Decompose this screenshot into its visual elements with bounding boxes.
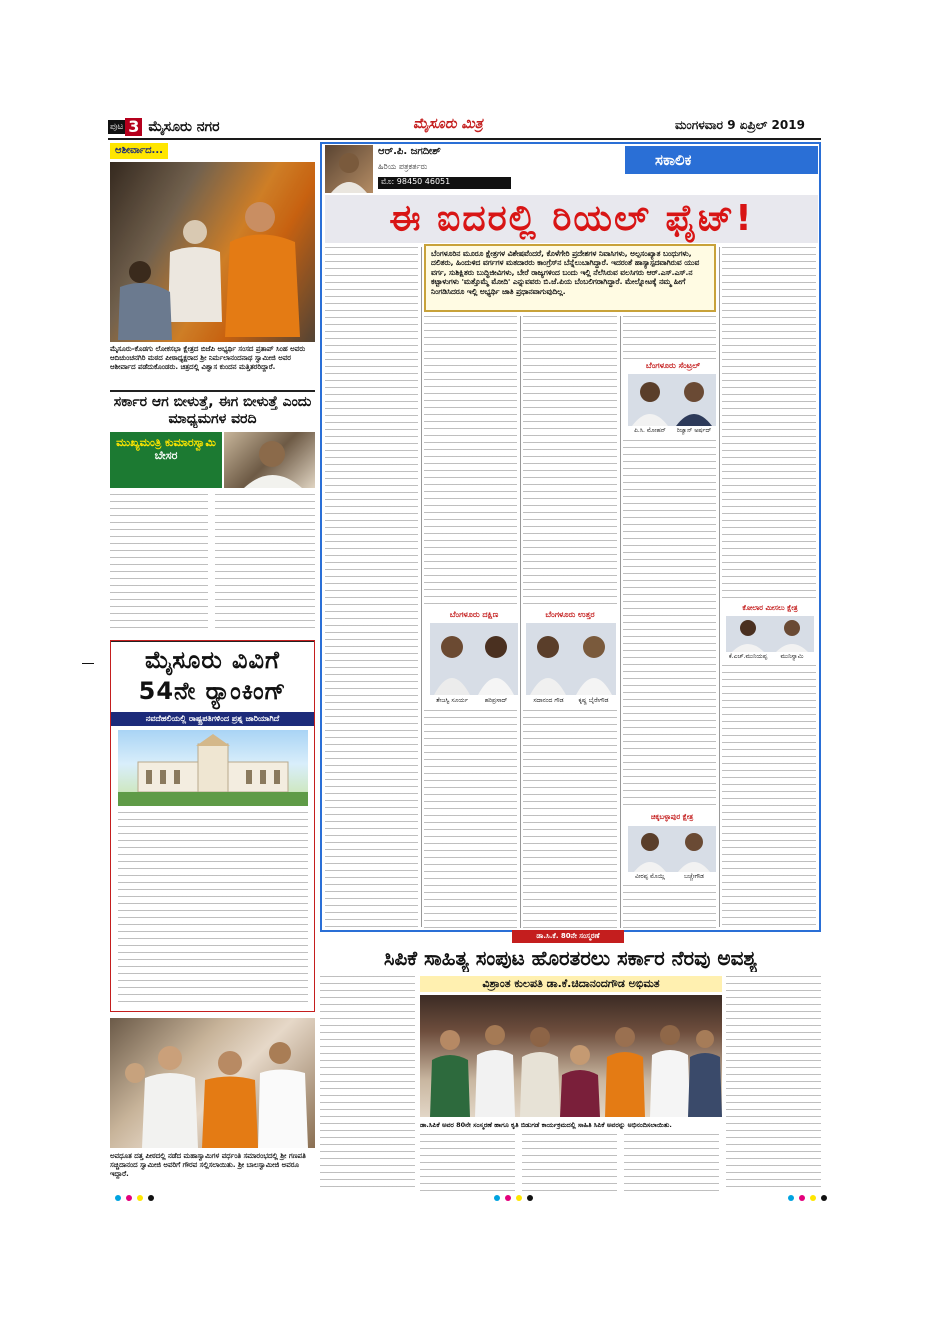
literature-photo-caption: ಡಾ.ಸಿಪಿಕೆ ಅವರ 80ನೇ ಸಂಸ್ಮರಣೆ ಹಾಗೂ ಕೃತಿ ಬಿಡುಗಡೆ ಕಾರ್ಯಕ್ರಮದಲ್ಲಿ ಸಾಹಿತಿ ಸಿಪಿಕೆ ಅವರನ್ನು ಅಭಿನಂದಿಸಲಾಯಿತು. <box>420 1121 672 1129</box>
central-name-2: ರಿಜ್ವಾನ್ ಅರ್ಷದ್ <box>676 427 712 434</box>
literature-body-col2 <box>420 1134 515 1191</box>
govt-rule <box>110 390 315 392</box>
literature-photo <box>420 995 722 1117</box>
main-body-col2a <box>424 316 517 606</box>
yellow-dot <box>516 1195 522 1201</box>
ranking-headline-2: 54ನೇ ರ್‍ಯಾಂಕಿಂಗ್ <box>138 677 287 705</box>
author-phone: ಮೊ: 98450 46051 <box>378 177 511 189</box>
ranking-body <box>118 812 308 1008</box>
main-body-col4a <box>623 316 716 360</box>
cm-label-box <box>110 432 222 488</box>
kolar-name-2: ಮುನಿಸ್ವಾಮಿ <box>780 653 804 660</box>
cm-sub: ಬೇಸರ <box>154 449 178 462</box>
literature-photo-art <box>420 995 722 1117</box>
print-color-marks-left <box>115 1195 154 1201</box>
col-rule-1 <box>421 247 422 927</box>
blessing-section-bar <box>110 143 315 159</box>
central-photos <box>628 374 716 426</box>
literature-tag: ಡಾ.ಸಿ.ಕೆ. 80ನೇ ಸಂಸ್ಮರಣೆ <box>512 930 624 943</box>
column-tag: ಸಕಾಲಿಕ <box>625 146 818 174</box>
intro-box: ಬೆಂಗಳೂರಿನ ಮೂರೂ ಕ್ಷೇತ್ರಗಳ ವಿಶೇಷವೆಂದರೆ, ಕೊಳೆಗೇರಿ ಪ್ರದೇಶಗಳ ನಿವಾಸಿಗಳು, ಅಲ್ಪಸಂಖ್ಯಾತ ಬಂಧುಗಳು, ದಲಿತರು, ಹಿಂದುಳಿದ ವರ್ಗಗಳ ಮತದಾರರು ಕಾಂಗ್ರೆಸ್‌ನ ಬೆನ್ನೆಲುಬಾಗಿದ್ದಾರೆ. ಇದರಂತೆ ಹಾಸ್ಯಾಸ್ಪದವಾಗಿರುವ ಯುವ ವರ್ಗ, ಸುಶಿಕ್ಷಿತರು ಬುದ್ಧಿಜೀವಿಗಳು, ಬೇರೆ ರಾಜ್ಯಗಳಿಂದ ಬಂದು ಇಲ್ಲಿ ನೆಲೆಸಿರುವ ವಲಸಿಗರು ಆರ್.ಎಸ್.ಎಸ್.ನ ಕಟ್ಟಾಳುಗಳು 'ಮತ್ತೊಮ್ಮೆ ಮೋದಿ' ಎನ್ನುವವರು ಬಿ.ಜೆ.ಪಿಯ ಬೆಂಬಲಿಗರಾಗಿದ್ದಾರೆ. ಮೇಲ್ನೋಟಕ್ಕೆ ನಮ್ಮ ಹೀಗೆ ನಿಂಗಡಿಸಿದರೂ ಇಲ್ಲಿ ಅಭ್ಯರ್ಥಿ ಜಾತಿ ಪ್ರಧಾನವಾಗುವುದಿಲ್ಲ. <box>424 244 716 312</box>
chikkaballapur-label: ಚಿಕ್ಕಬಳ್ಳಾಪುರ ಕ್ಷೇತ್ರ <box>650 813 694 821</box>
author-role: ಹಿರಿಯ ಪತ್ರಕರ್ತರು <box>378 162 428 171</box>
yellow-dot <box>137 1195 143 1201</box>
cm-photo-art <box>224 432 315 488</box>
yellow-dot <box>810 1195 816 1201</box>
main-body-col5a <box>722 247 816 602</box>
print-color-marks-right <box>788 1195 827 1201</box>
main-body-col5b <box>722 665 816 928</box>
ceremony-photo-art <box>110 1018 315 1148</box>
main-body-col1 <box>325 247 418 927</box>
blessing-photo-art <box>110 162 315 342</box>
crop-mark <box>82 663 94 664</box>
north-label: ಬೆಂಗಳೂರು ಉತ್ತರ <box>545 610 595 619</box>
north-name-1: ಸದಾನಂದ ಗೌಡ <box>533 697 564 704</box>
north-name-2: ಕೃಷ್ಣ ಬೈರೇಗೌಡ <box>578 697 609 704</box>
literature-body-col3 <box>522 1134 617 1191</box>
chikkaballapur-name-1: ವೀರಪ್ಪ ಮೊಯ್ಲಿ <box>634 873 666 880</box>
kolar-label: ಕೋಲಾರ ಮೀಸಲು ಕ್ಷೇತ್ರ <box>742 604 798 612</box>
kolar-photos-art <box>726 616 814 652</box>
main-body-col4b <box>623 440 716 810</box>
magenta-dot <box>505 1195 511 1201</box>
ranking-headline-1: ಮೈಸೂರು ವಿವಿಗೆ <box>145 646 280 674</box>
masthead: ಮೈಸೂರು ಮಿತ್ರ <box>413 116 483 132</box>
cm-photo <box>224 432 315 488</box>
south-photos-art <box>430 623 518 695</box>
govt-body-col2 <box>215 494 315 634</box>
literature-headline: ಸಿಪಿಕೆ ಸಾಹಿತ್ಯ ಸಂಪುಟ ಹೊರತರಲು ಸರ್ಕಾರ ನೆರವು ಅವಶ್ಯ <box>383 946 758 970</box>
author-name: ಆರ್.ಪಿ. ಜಗದೀಶ್ <box>378 146 441 157</box>
north-photos-art <box>526 623 616 695</box>
central-name-1: ಪಿ.ಸಿ. ಮೋಹನ್ <box>634 427 666 434</box>
chikkaballapur-photos <box>628 826 716 872</box>
print-color-marks-center <box>494 1195 533 1201</box>
main-headline: ಈ ಐದರಲ್ಲಿ ರಿಯಲ್ ಫೈಟ್! <box>389 198 754 239</box>
govt-headline: ಸರ್ಕಾರ ಆಗ ಬೀಳುತ್ತೆ, ಈಗ ಬೀಳುತ್ತೆ ಎಂದು ಮಾಧ್ಯಮಗಳ ವರದಿ <box>113 394 312 427</box>
south-label: ಬೆಂಗಳೂರು ದಕ್ಷಿಣ <box>449 610 499 619</box>
south-name-1: ತೇಜಸ್ವಿ ಸೂರ್ಯ <box>436 697 468 704</box>
ranking-rule <box>110 640 315 642</box>
main-body-col4c <box>623 885 716 928</box>
literature-subhead: ವಿಶ್ರಾಂತ ಕುಲಪತಿ ಡಾ.ಕೆ.ಚಿದಾನಂದಗೌಡ ಅಭಿಮತ <box>420 976 722 992</box>
south-name-2: ಹರಿಪ್ರಸಾದ್ <box>484 697 508 704</box>
central-photos-art <box>628 374 716 426</box>
black-dot <box>148 1195 154 1201</box>
black-dot <box>527 1195 533 1201</box>
university-photo <box>118 730 308 806</box>
issue-date: ಮಂಗಳವಾರ 9 ಏಪ್ರಿಲ್ 2019 <box>675 118 805 132</box>
ceremony-photo <box>110 1018 315 1148</box>
page-label: ಪುಟ <box>110 122 124 132</box>
magenta-dot <box>799 1195 805 1201</box>
literature-body-col1 <box>320 976 415 1191</box>
main-body-col3b <box>523 710 617 928</box>
magenta-dot <box>126 1195 132 1201</box>
ceremony-caption: ಅವಧೂತ ದತ್ತ ಪೀಠದಲ್ಲಿ ನಡೆದ ಮಹಾಸ್ವಾಮಿಗಳ ವರ್ಧಂತಿ ಸಮಾರಂಭದಲ್ಲಿ ಶ್ರೀ ಗಣಪತಿ ಸಚ್ಚಿದಾನಂದ ಸ್ವಾಮೀಜಿ ಅವರಿಗೆ ಗೌರವ ಸಲ್ಲಿಸಲಾಯಿತು. ಶ್ರೀ ಬಾಲಸ್ವಾಮೀಜಿ ಅವರೂ ಇದ್ದಾರೆ. <box>110 1152 306 1178</box>
header-rule <box>108 138 821 140</box>
ranking-subhead: ನವದೆಹಲಿಯಲ್ಲಿ ರಾಷ್ಟ್ರಪತಿಗಳಿಂದ ಪ್ರಶ್ನ ಜಾರಿಯಾಗಿದೆ <box>110 712 315 726</box>
literature-body-col4 <box>624 1134 719 1191</box>
cyan-dot <box>115 1195 121 1201</box>
main-body-col3a <box>523 316 617 606</box>
north-photos <box>526 623 616 695</box>
chikkaballapur-photos-art <box>628 826 716 872</box>
literature-body-col5 <box>726 976 821 1191</box>
col-rule-4 <box>719 247 720 927</box>
blessing-caption: ಮೈಸೂರು-ಕೊಡಗು ಲೋಕಸಭಾ ಕ್ಷೇತ್ರದ ಬಿಜೆಪಿ ಅಭ್ಯರ್ಥಿ ಸಂಸದ ಪ್ರತಾಪ್ ಸಿಂಹ ಅವರು ಆದಿಚುಂಚನಗಿರಿ ಮಠದ ಪೀಠಾಧ್ಯಕ್ಷರಾದ ಶ್ರೀ ನಿರ್ಮಲಾನಂದನಾಥ ಸ್ವಾಮೀಜಿ ಅವರ ಆಶೀರ್ವಾದ ಪಡೆದುಕೊಂಡರು. ಚಿತ್ರದಲ್ಲಿ ವಿಶ್ವಾಸ ಕುಂದನ ಮತ್ತಿತರರಿದ್ದಾರೆ. <box>110 345 306 371</box>
black-dot <box>821 1195 827 1201</box>
blessing-photo <box>110 162 315 342</box>
page-number-badge <box>108 118 220 136</box>
south-photos <box>430 623 518 695</box>
university-building-art <box>118 730 308 806</box>
kolar-photos <box>726 616 814 652</box>
main-body-col2b <box>424 710 517 928</box>
author-photo <box>325 145 373 193</box>
section-title: ಮೈಸೂರು ನಗರ <box>148 119 220 135</box>
col-rule-3 <box>620 316 621 928</box>
page-number: 3 <box>125 118 142 136</box>
cm-label: ಮುಖ್ಯಮಂತ್ರಿ ಕುಮಾರಸ್ವಾಮಿ <box>116 436 216 449</box>
cyan-dot <box>494 1195 500 1201</box>
central-label: ಬೆಂಗಳೂರು ಸೆಂಟ್ರಲ್ <box>645 361 701 370</box>
chikkaballapur-name-2: ಬಚ್ಚೇಗೌಡ <box>683 873 705 880</box>
author-photo-art <box>325 145 373 193</box>
blessing-tag: ಆಶೀರ್ವಾದ... <box>110 143 168 159</box>
cyan-dot <box>788 1195 794 1201</box>
govt-body-col1 <box>110 494 208 634</box>
kolar-name-1: ಕೆ.ಎಚ್.ಮುನಿಯಪ್ಪ <box>728 653 768 660</box>
col-rule-2 <box>520 316 521 928</box>
